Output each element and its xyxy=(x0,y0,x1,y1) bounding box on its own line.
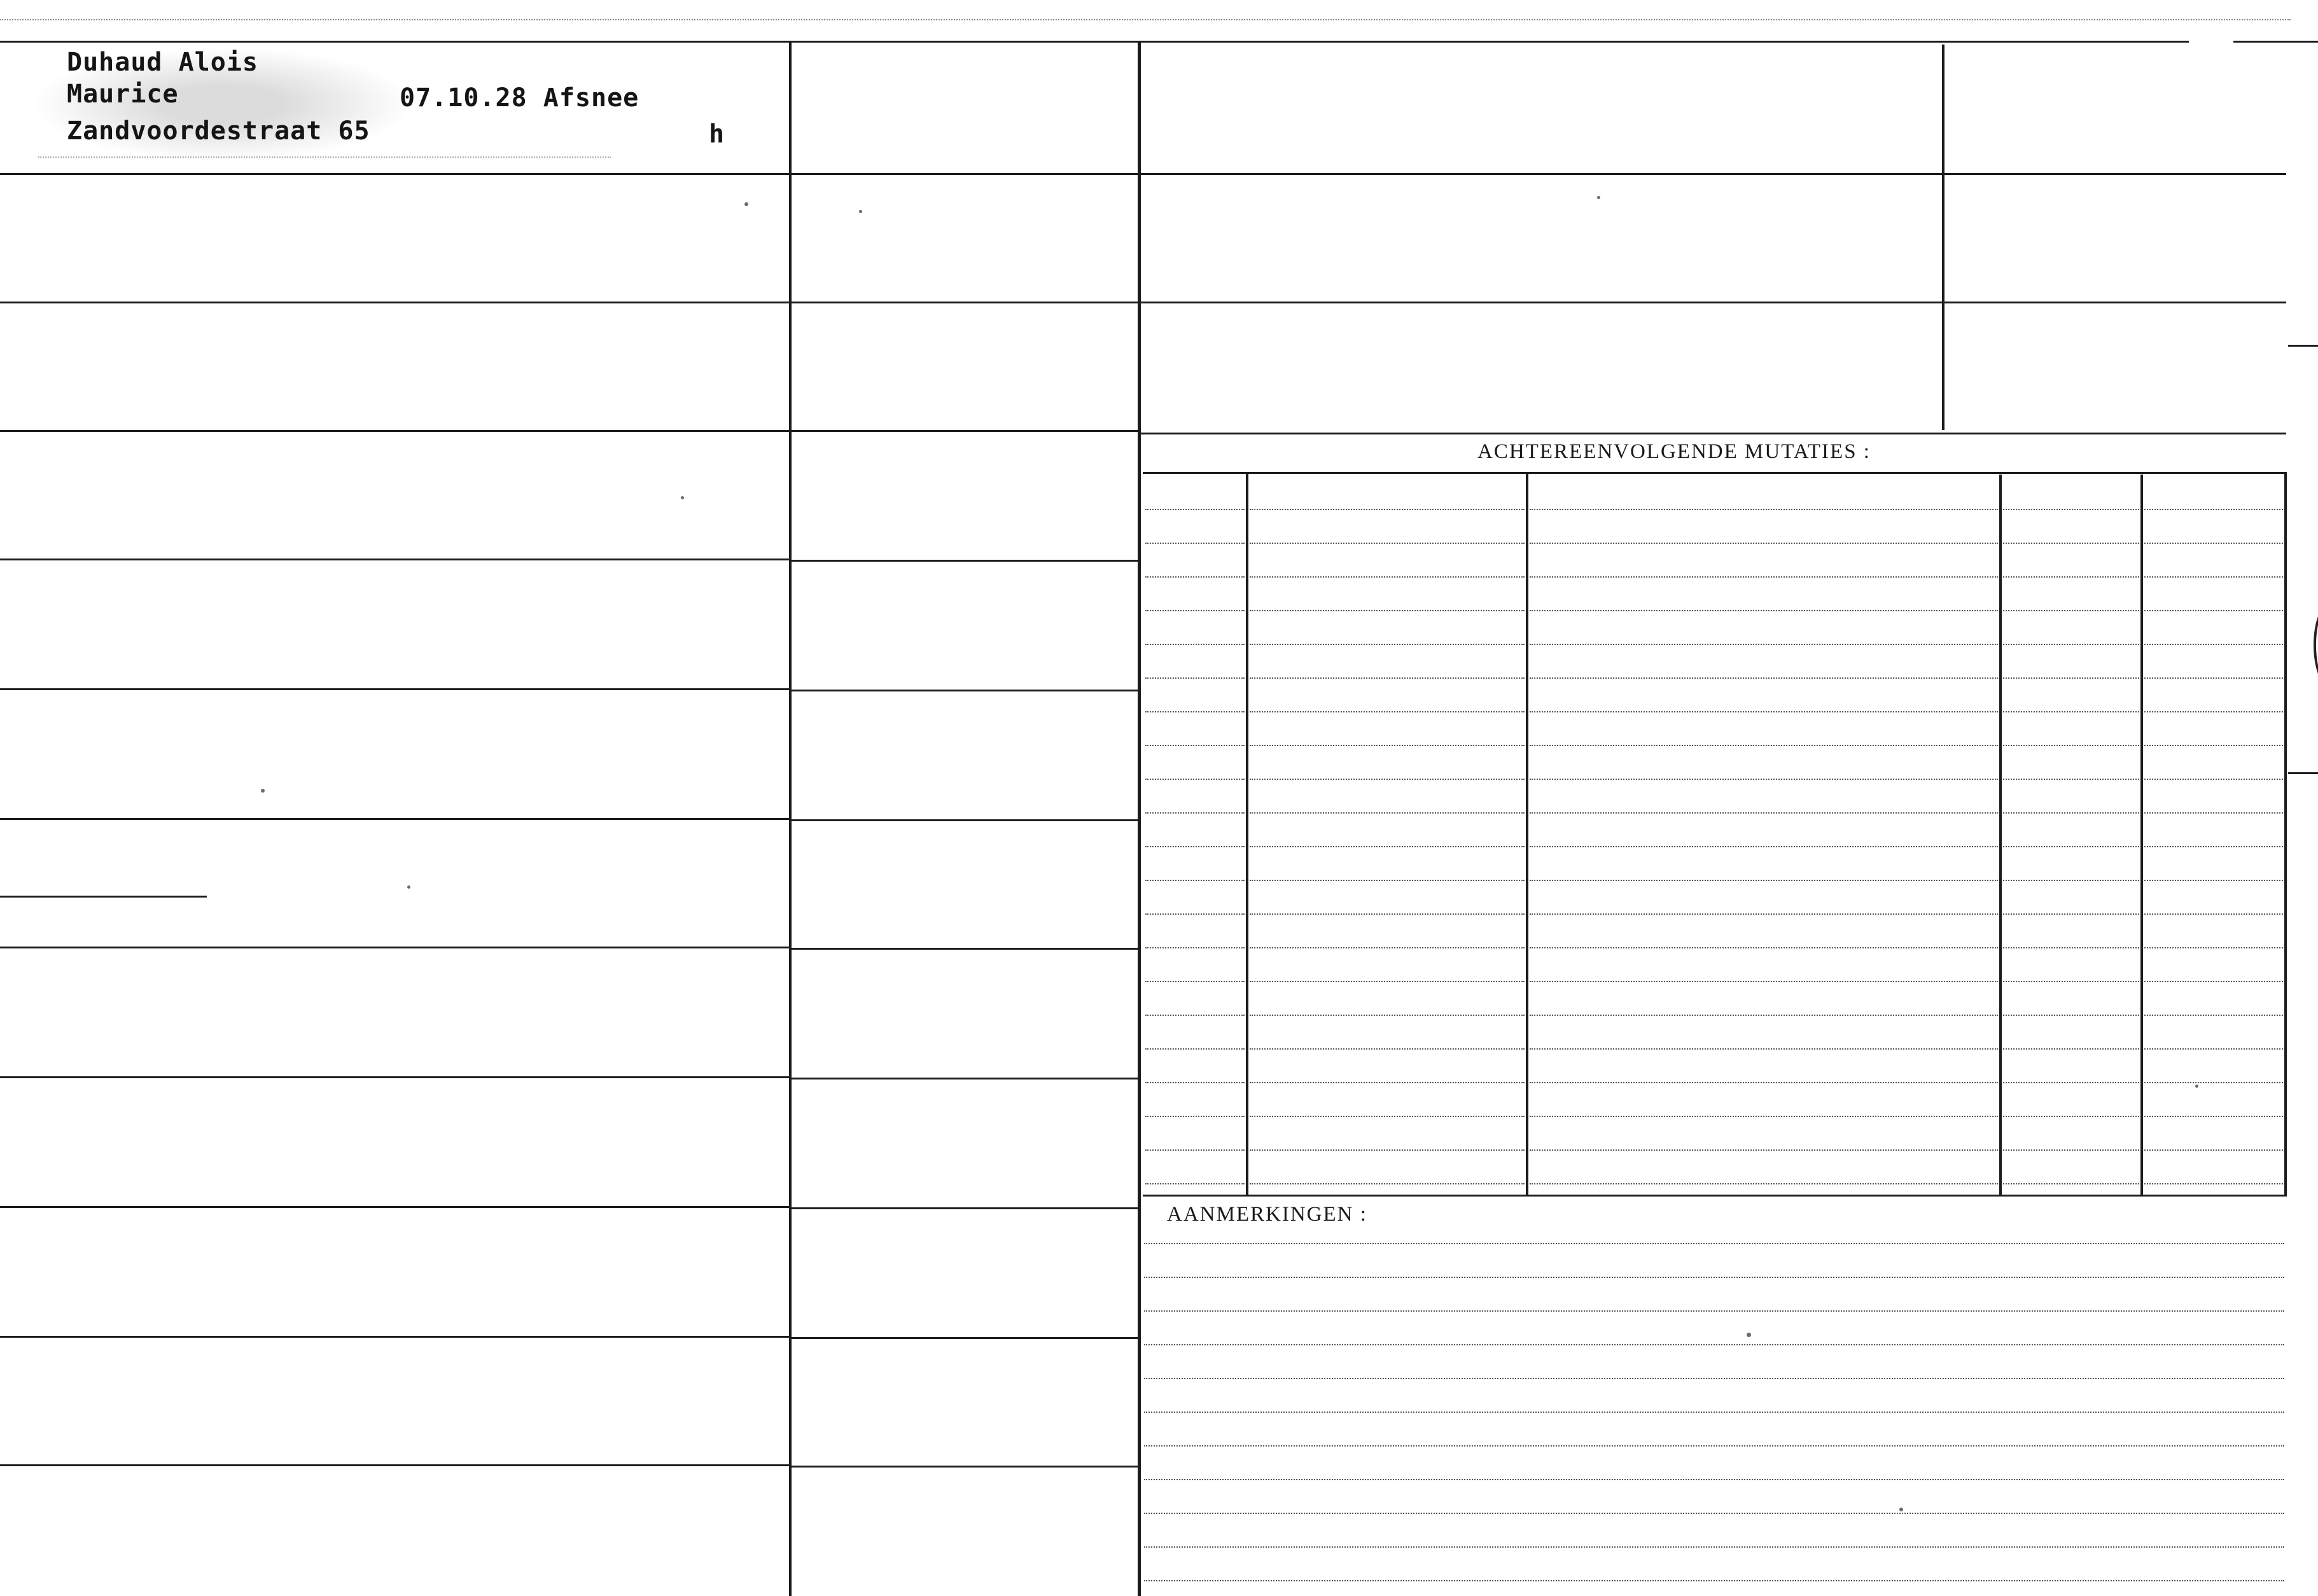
paper-speck xyxy=(1899,1508,1903,1511)
mutations-col-divider xyxy=(2140,475,2143,1195)
paper-speck xyxy=(1597,196,1600,199)
mutation-ruled-line xyxy=(1530,812,1998,814)
mutation-ruled-line xyxy=(1530,981,1998,982)
mutations-col-divider xyxy=(1526,472,1528,1195)
left-row-line xyxy=(0,1206,789,1208)
name-line-2: Maurice xyxy=(67,80,179,109)
mutations-table-bottom xyxy=(1143,1195,2287,1197)
right-row-line xyxy=(1141,302,2286,303)
mutation-ruled-line xyxy=(1250,947,1525,948)
mutation-ruled-line xyxy=(1530,576,1998,578)
paper-speck xyxy=(2195,1085,2198,1088)
mutation-ruled-line xyxy=(1530,610,1998,611)
mutation-ruled-line xyxy=(1530,846,1998,847)
paper-speck xyxy=(744,202,748,206)
mutation-ruled-line xyxy=(1530,1149,1998,1151)
center-row-line xyxy=(792,302,1138,303)
mutation-ruled-line xyxy=(2144,1116,2283,1117)
center-column-divider xyxy=(1138,42,1141,1596)
mutation-ruled-line xyxy=(1145,947,1245,948)
mutation-ruled-line xyxy=(1145,1048,1245,1050)
mutation-ruled-line xyxy=(2003,711,2139,712)
remark-ruled-line xyxy=(1144,1546,2284,1548)
mutation-ruled-line xyxy=(2144,1048,2283,1050)
mutation-ruled-line xyxy=(2003,913,2139,915)
mutation-ruled-line xyxy=(2003,1082,2139,1083)
mutation-ruled-line xyxy=(2144,779,2283,780)
mutation-ruled-line xyxy=(1530,1082,1998,1083)
mutation-ruled-line xyxy=(2003,981,2139,982)
center-row-line xyxy=(792,560,1138,562)
center-row-line xyxy=(792,173,1138,175)
mutation-ruled-line xyxy=(1250,1015,1525,1016)
mutation-ruled-line xyxy=(1250,1116,1525,1117)
mutation-ruled-line xyxy=(1250,677,1525,679)
mutation-ruled-line xyxy=(1530,1015,1998,1016)
mutation-ruled-line xyxy=(1250,846,1525,847)
mutation-ruled-line xyxy=(2144,610,2283,611)
remark-ruled-line xyxy=(1144,1445,2284,1447)
mutation-ruled-line xyxy=(1145,745,1245,746)
mutation-ruled-line xyxy=(1145,779,1245,780)
left-row-line xyxy=(0,430,789,432)
mutation-ruled-line xyxy=(1530,1048,1998,1050)
mutation-ruled-line xyxy=(1145,711,1245,712)
top-right-divider xyxy=(1942,45,1944,430)
center-row-line xyxy=(792,819,1138,821)
mutation-ruled-line xyxy=(1250,1082,1525,1083)
mutation-ruled-line xyxy=(2003,947,2139,948)
mutation-ruled-line xyxy=(1145,644,1245,645)
mutation-ruled-line xyxy=(1250,1149,1525,1151)
mutation-ruled-line xyxy=(2144,677,2283,679)
paper-speck xyxy=(1747,1333,1751,1337)
mutation-ruled-line xyxy=(1250,880,1525,881)
right-edge-tick xyxy=(2233,41,2318,43)
mutation-ruled-line xyxy=(2144,1015,2283,1016)
mutation-ruled-line xyxy=(1250,644,1525,645)
mutation-ruled-line xyxy=(1530,1183,1998,1184)
mutation-ruled-line xyxy=(2003,509,2139,510)
right-row-line xyxy=(1141,433,2286,434)
mutation-ruled-line xyxy=(2144,576,2283,578)
mutation-ruled-line xyxy=(2003,779,2139,780)
left-row-line xyxy=(0,1076,789,1078)
right-edge-tick xyxy=(2288,772,2318,774)
mutation-ruled-line xyxy=(1145,1015,1245,1016)
right-edge-tick xyxy=(2288,345,2318,347)
remark-ruled-line xyxy=(1144,1378,2284,1379)
remark-ruled-line xyxy=(1144,1277,2284,1278)
mutation-ruled-line xyxy=(2144,644,2283,645)
household-marker: h xyxy=(709,120,725,149)
mutation-ruled-line xyxy=(2144,981,2283,982)
mutation-ruled-line xyxy=(1145,509,1245,510)
left-row-line xyxy=(0,1336,789,1338)
center-row-line xyxy=(792,430,1138,432)
top-speckle-line xyxy=(0,19,2291,20)
mutation-ruled-line xyxy=(1145,812,1245,814)
center-row-line xyxy=(792,1466,1138,1468)
mutations-col-divider xyxy=(1999,475,2002,1195)
remark-ruled-line xyxy=(1144,1310,2284,1312)
center-row-line xyxy=(792,1078,1138,1079)
mutation-ruled-line xyxy=(2144,745,2283,746)
mutation-ruled-line xyxy=(2003,1015,2139,1016)
stray-short-line xyxy=(0,896,207,898)
mutations-right-border xyxy=(2284,472,2287,1195)
center-row-line xyxy=(792,1337,1138,1339)
mutation-ruled-line xyxy=(1145,981,1245,982)
mutation-ruled-line xyxy=(1145,880,1245,881)
mutation-ruled-line xyxy=(1145,610,1245,611)
mutation-ruled-line xyxy=(1250,610,1525,611)
remark-ruled-line xyxy=(1144,1243,2284,1244)
right-row-line xyxy=(1141,173,2286,175)
mutation-ruled-line xyxy=(2144,812,2283,814)
mutation-ruled-line xyxy=(1530,947,1998,948)
left-row-line xyxy=(0,688,789,690)
mutation-ruled-line xyxy=(1530,644,1998,645)
mutations-table-top xyxy=(1143,472,2287,474)
mutation-ruled-line xyxy=(1145,543,1245,544)
mutation-ruled-line xyxy=(2144,846,2283,847)
top-border xyxy=(0,41,2189,43)
mutations-heading: ACHTEREENVOLGENDE MUTATIES : xyxy=(1477,440,1871,463)
mutation-ruled-line xyxy=(2003,610,2139,611)
mutation-ruled-line xyxy=(1530,543,1998,544)
left-row-line xyxy=(0,947,789,948)
mutation-ruled-line xyxy=(1250,711,1525,712)
street-address: Zandvoordestraat 65 xyxy=(67,116,370,146)
paper-speck xyxy=(407,885,410,889)
mutation-ruled-line xyxy=(1530,779,1998,780)
remarks-heading: AANMERKINGEN : xyxy=(1167,1203,1367,1226)
left-row-line xyxy=(0,818,789,820)
mutation-ruled-line xyxy=(2003,1183,2139,1184)
paper-speck xyxy=(681,496,684,499)
mutation-ruled-line xyxy=(1250,913,1525,915)
mutations-col-divider xyxy=(1246,472,1248,1195)
mutation-ruled-line xyxy=(1250,981,1525,982)
left-row-line xyxy=(0,173,789,175)
mutation-ruled-line xyxy=(2144,1082,2283,1083)
mutation-ruled-line xyxy=(1530,509,1998,510)
remark-ruled-line xyxy=(1144,1580,2284,1581)
mutation-ruled-line xyxy=(1145,576,1245,578)
faded-typed-line xyxy=(38,156,611,158)
mutation-ruled-line xyxy=(2144,711,2283,712)
mutation-ruled-line xyxy=(2144,947,2283,948)
mutation-ruled-line xyxy=(2003,880,2139,881)
binder-hole-arc xyxy=(2314,604,2318,686)
center-row-line xyxy=(792,1207,1138,1209)
mutation-ruled-line xyxy=(2144,1149,2283,1151)
name-line-1: Duhaud Alois xyxy=(67,48,258,77)
mutation-ruled-line xyxy=(1250,779,1525,780)
mutation-ruled-line xyxy=(2003,644,2139,645)
mutation-ruled-line xyxy=(2003,1116,2139,1117)
paper-speck xyxy=(261,789,265,793)
mutation-ruled-line xyxy=(2003,576,2139,578)
mutation-ruled-line xyxy=(1530,677,1998,679)
birth-date-place: 07.10.28 Afsnee xyxy=(400,83,639,113)
mutation-ruled-line xyxy=(1250,576,1525,578)
mutation-ruled-line xyxy=(1145,677,1245,679)
mutation-ruled-line xyxy=(1145,1149,1245,1151)
mutation-ruled-line xyxy=(2003,543,2139,544)
mutation-ruled-line xyxy=(2003,846,2139,847)
remark-ruled-line xyxy=(1144,1412,2284,1413)
mutation-ruled-line xyxy=(2003,1048,2139,1050)
mutation-ruled-line xyxy=(1250,543,1525,544)
mutation-ruled-line xyxy=(2003,1149,2139,1151)
left-row-line xyxy=(0,559,789,560)
mutation-ruled-line xyxy=(2144,543,2283,544)
mutation-ruled-line xyxy=(1145,1116,1245,1117)
mutation-ruled-line xyxy=(1530,745,1998,746)
left-row-line xyxy=(0,302,789,303)
mutation-ruled-line xyxy=(1530,711,1998,712)
mutation-ruled-line xyxy=(2144,913,2283,915)
mutation-ruled-line xyxy=(1530,1116,1998,1117)
mutation-ruled-line xyxy=(1530,880,1998,881)
mutation-ruled-line xyxy=(2003,745,2139,746)
mutation-ruled-line xyxy=(1145,913,1245,915)
remark-ruled-line xyxy=(1144,1344,2284,1345)
mutation-ruled-line xyxy=(1145,846,1245,847)
remark-ruled-line xyxy=(1144,1513,2284,1514)
mutation-ruled-line xyxy=(2003,677,2139,679)
mutation-ruled-line xyxy=(2144,1183,2283,1184)
mutation-ruled-line xyxy=(1250,812,1525,814)
paper-speck xyxy=(859,210,862,213)
mutation-ruled-line xyxy=(1250,1048,1525,1050)
mutation-ruled-line xyxy=(2144,509,2283,510)
mutation-ruled-line xyxy=(2144,880,2283,881)
mutation-ruled-line xyxy=(1250,745,1525,746)
center-row-line xyxy=(792,948,1138,950)
mutation-ruled-line xyxy=(1250,1183,1525,1184)
center-row-line xyxy=(792,690,1138,691)
mutation-ruled-line xyxy=(1145,1082,1245,1083)
mutation-ruled-line xyxy=(1250,509,1525,510)
mutation-ruled-line xyxy=(2003,812,2139,814)
mutation-ruled-line xyxy=(1145,1183,1245,1184)
left-row-line xyxy=(0,1464,789,1466)
mutation-ruled-line xyxy=(1530,913,1998,915)
remark-ruled-line xyxy=(1144,1479,2284,1480)
